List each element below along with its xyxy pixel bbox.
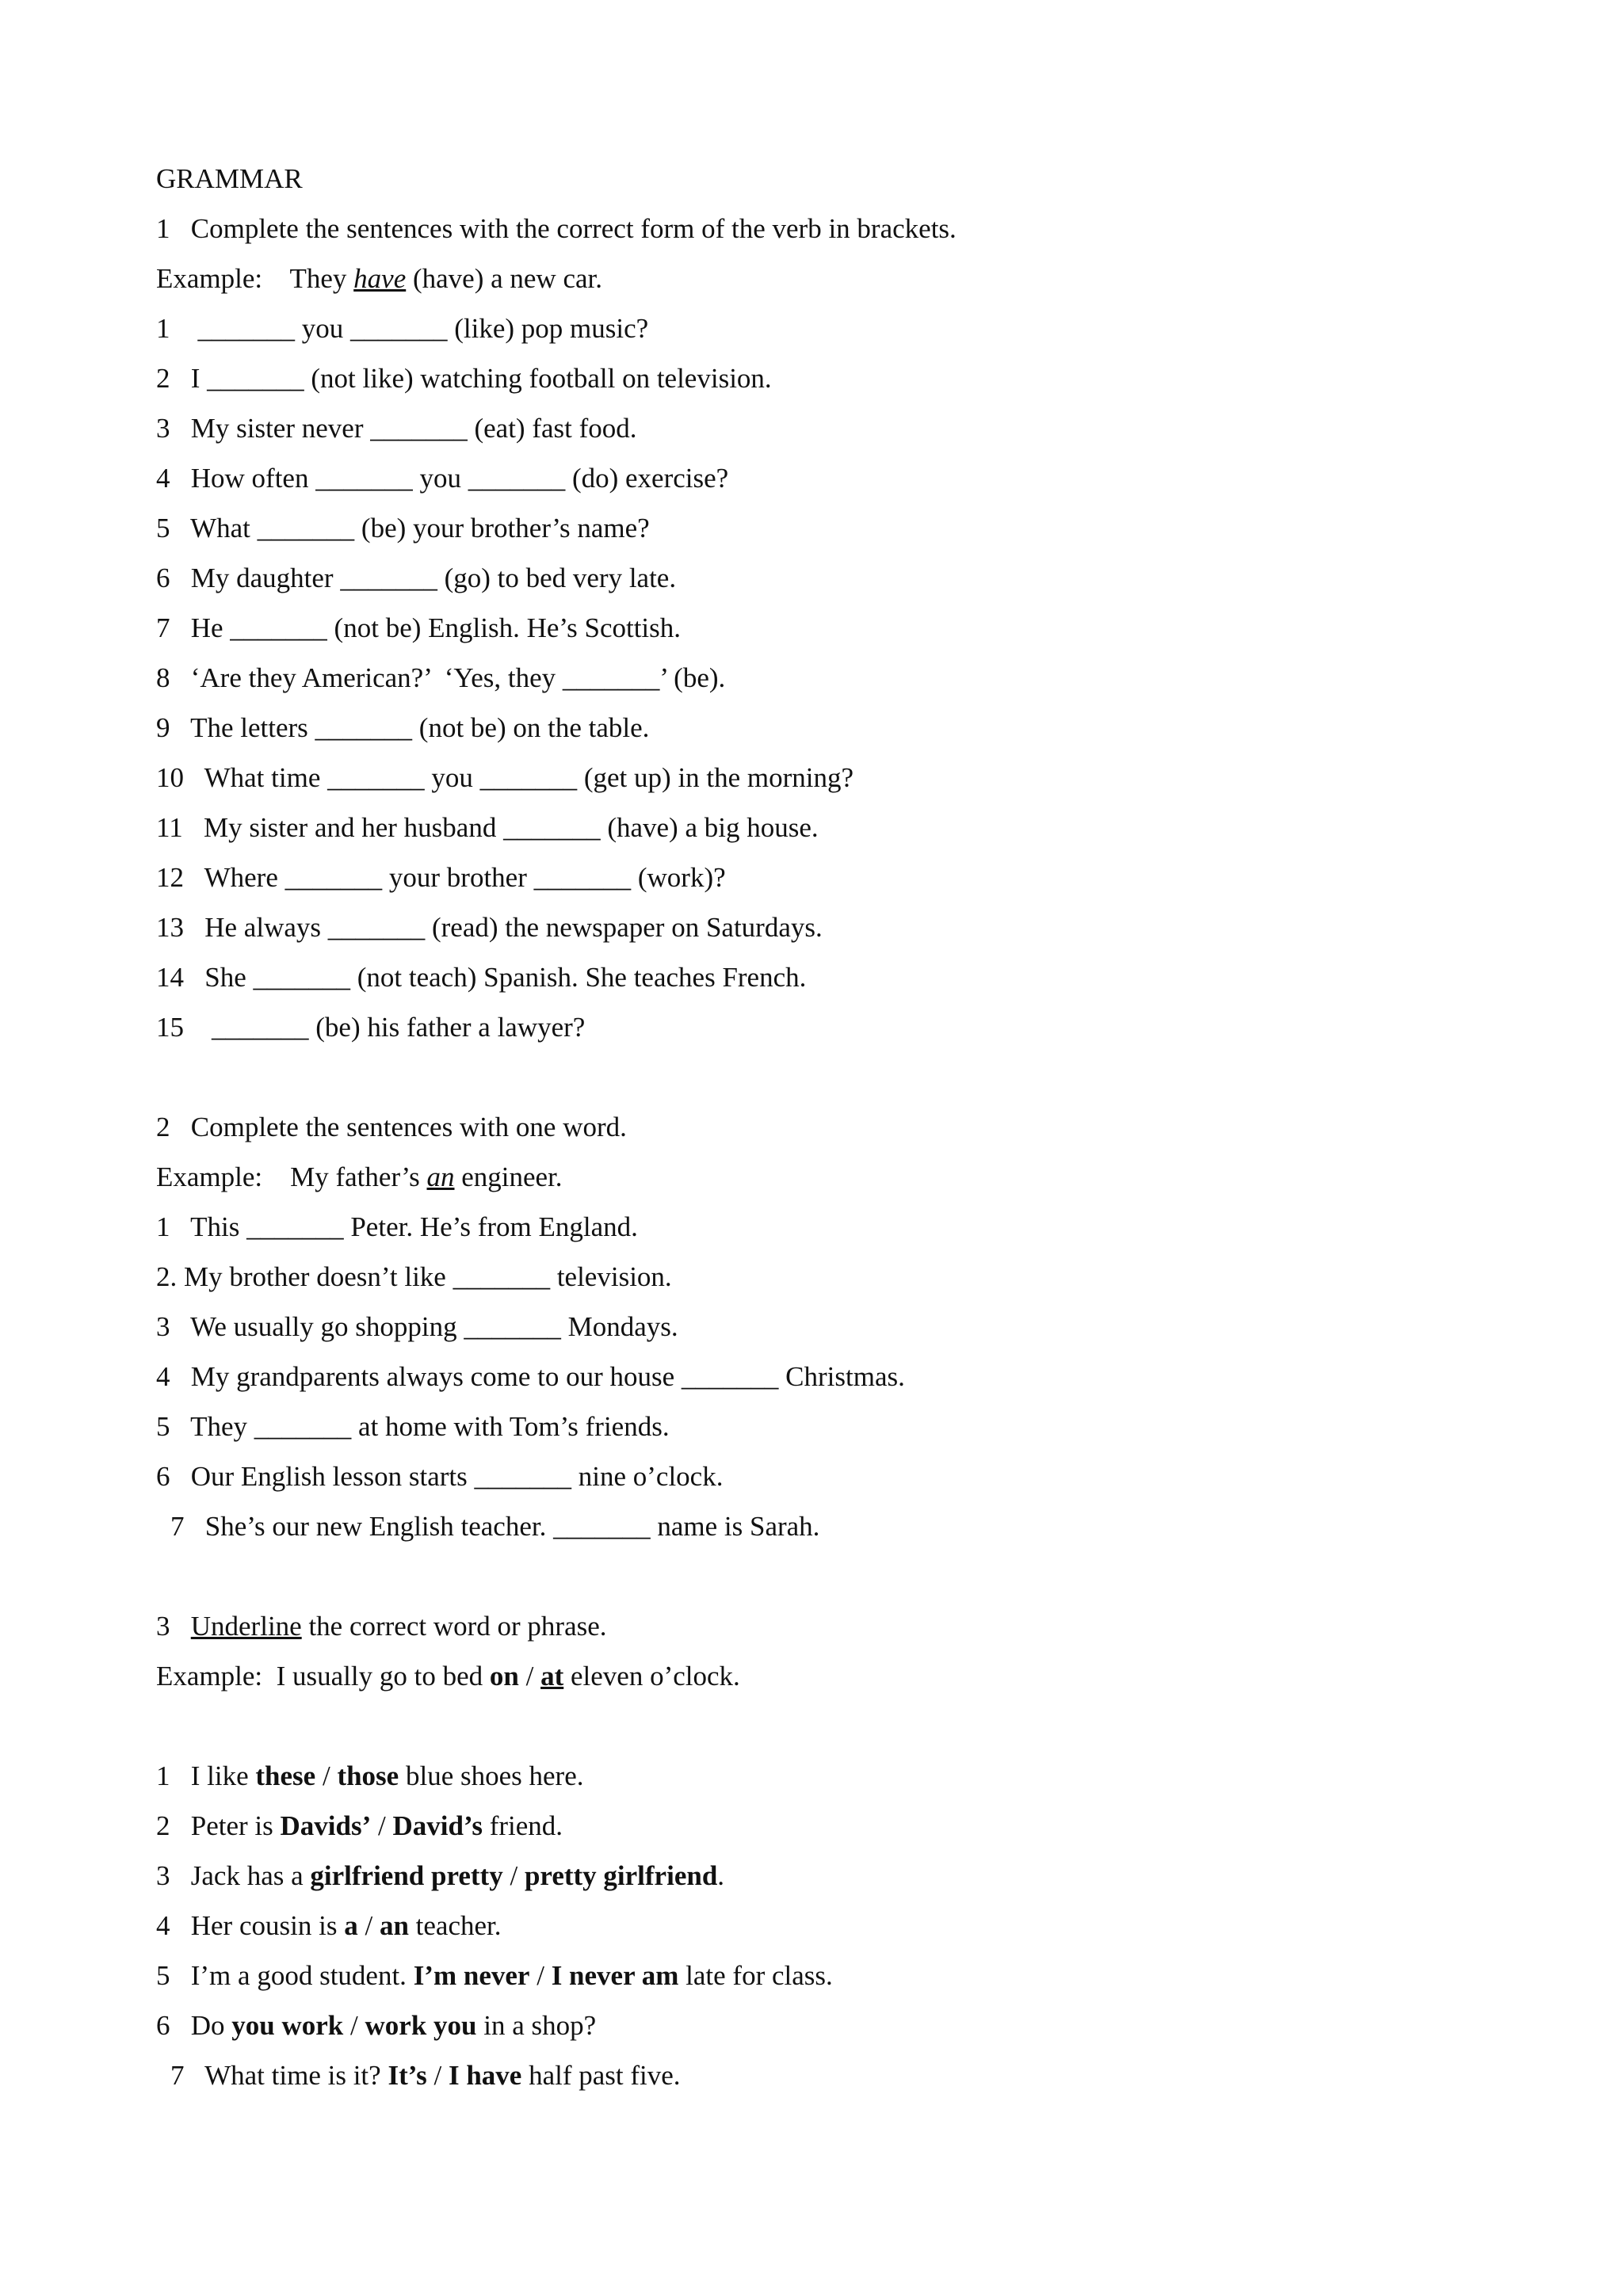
exercise-item bbox=[156, 2000, 1503, 2050]
text-run: Example: I usually go to bed bbox=[156, 1661, 490, 1691]
spacer bbox=[156, 1052, 1503, 1102]
text-run: / bbox=[371, 1810, 393, 1841]
text-run: / bbox=[502, 1860, 525, 1891]
worksheet bbox=[156, 154, 1503, 2100]
exercise-item: 11 My sister and her husband _______ (have) a big house. bbox=[156, 812, 819, 843]
text-run: / bbox=[518, 1661, 541, 1691]
exercise-item: 12 Where _______ your brother _______ (work)? bbox=[156, 862, 726, 893]
text-run: the correct word or phrase. bbox=[301, 1611, 607, 1642]
text-run: / bbox=[315, 1760, 338, 1791]
section-1-example bbox=[156, 254, 1503, 303]
exercise-item: 1 This _______ Peter. He’s from England. bbox=[156, 1211, 638, 1242]
exercise-item: 6 My daughter _______ (go) to bed very late. bbox=[156, 563, 677, 593]
exercise-item bbox=[156, 1851, 1503, 1901]
exercise-item bbox=[156, 2050, 1503, 2100]
emphasized-text: on bbox=[489, 1661, 519, 1691]
emphasized-text: Underline bbox=[190, 1611, 302, 1642]
text-run: teacher. bbox=[408, 1910, 502, 1941]
exercise-item bbox=[156, 1951, 1503, 2000]
exercise-item: 10 What time _______ you _______ (get up) in the morning? bbox=[156, 762, 854, 793]
text-run: blue shoes here. bbox=[399, 1760, 584, 1791]
exercise-item bbox=[156, 1751, 1503, 1801]
text-run: / bbox=[426, 2060, 449, 2091]
section-1-items bbox=[156, 303, 1503, 1052]
exercise-item: 3 We usually go shopping _______ Mondays. bbox=[156, 1311, 678, 1342]
exercise-item: 4 My grandparents always come to our house _______ Christmas. bbox=[156, 1361, 905, 1392]
emphasized-text: I never am bbox=[551, 1960, 679, 1991]
text-run: friend. bbox=[482, 1810, 563, 1841]
emphasized-text: at bbox=[540, 1661, 564, 1691]
section-2-instruction: 2 Complete the sentences with one word. bbox=[156, 1112, 627, 1142]
exercise-item bbox=[156, 1801, 1503, 1851]
exercise-item: 8 ‘Are they American?’ ‘Yes, they _______’ (be). bbox=[156, 662, 726, 693]
emphasized-text: a bbox=[344, 1910, 358, 1941]
section-3-items bbox=[156, 1751, 1503, 2100]
text-run: in a shop? bbox=[476, 2010, 597, 2041]
section-1-instruction: 1 Complete the sentences with the correct form of the verb in brackets. bbox=[156, 213, 957, 244]
section-2-example bbox=[156, 1152, 1503, 1202]
text-run: Example: My father’s bbox=[156, 1161, 427, 1192]
emphasized-text: I have bbox=[448, 2060, 522, 2091]
emphasized-text: you work bbox=[231, 2010, 344, 2041]
text-run: 5 I’m a good student. bbox=[156, 1960, 414, 1991]
emphasized-text: I’m never bbox=[413, 1960, 530, 1991]
exercise-item: 2. My brother doesn’t like _______ television. bbox=[156, 1261, 672, 1292]
exercise-item bbox=[156, 1901, 1503, 1951]
text-run: 3 Jack has a bbox=[156, 1860, 311, 1891]
text-run: late for class. bbox=[678, 1960, 833, 1991]
text-run: 1 I like bbox=[156, 1760, 256, 1791]
emphasized-text: David’s bbox=[392, 1810, 483, 1841]
emphasized-text: those bbox=[337, 1760, 399, 1791]
emphasized-text: an bbox=[426, 1161, 455, 1192]
emphasized-text: girlfriend pretty bbox=[310, 1860, 503, 1891]
section-2-items bbox=[156, 1202, 1503, 1551]
page-title: GRAMMAR bbox=[156, 163, 303, 194]
emphasized-text: work you bbox=[365, 2010, 477, 2041]
spacer bbox=[156, 1701, 1503, 1751]
emphasized-text: Davids’ bbox=[280, 1810, 372, 1841]
text-run: 4 Her cousin is bbox=[156, 1910, 345, 1941]
text-run: 2 Peter is bbox=[156, 1810, 281, 1841]
exercise-item: 14 She _______ (not teach) Spanish. She teaches French. bbox=[156, 962, 807, 993]
text-run: Example: They bbox=[156, 263, 354, 294]
exercise-item: 7 He _______ (not be) English. He’s Scottish. bbox=[156, 612, 682, 643]
text-run: half past five. bbox=[521, 2060, 681, 2091]
emphasized-text: pretty girlfriend bbox=[524, 1860, 718, 1891]
text-run: 7 What time is it? bbox=[170, 2060, 388, 2091]
text-run: . bbox=[717, 1860, 725, 1891]
exercise-item: 1 _______ you _______ (like) pop music? bbox=[156, 313, 649, 344]
exercise-item: 6 Our English lesson starts _______ nine o’clock. bbox=[156, 1461, 724, 1492]
emphasized-text: these bbox=[255, 1760, 316, 1791]
emphasized-text: an bbox=[379, 1910, 409, 1941]
text-run: 6 Do bbox=[156, 2010, 232, 2041]
exercise-item: 15 _______ (be) his father a lawyer? bbox=[156, 1012, 586, 1043]
exercise-item: 9 The letters _______ (not be) on the table. bbox=[156, 712, 650, 743]
text-run: engineer. bbox=[454, 1161, 563, 1192]
exercise-item: 7 She’s our new English teacher. _______ name is Sarah. bbox=[170, 1511, 820, 1542]
exercise-item: 2 I _______ (not like) watching football on television. bbox=[156, 363, 772, 394]
emphasized-text: have bbox=[353, 263, 407, 294]
text-run: eleven o’clock. bbox=[563, 1661, 740, 1691]
text-run: 3 bbox=[156, 1611, 191, 1642]
exercise-item: 5 What _______ (be) your brother’s name? bbox=[156, 513, 650, 543]
text-run: (have) a new car. bbox=[406, 263, 603, 294]
emphasized-text: It’s bbox=[388, 2060, 427, 2091]
section-3-example bbox=[156, 1651, 1503, 1701]
spacer bbox=[156, 1551, 1503, 1601]
text-run: / bbox=[343, 2010, 365, 2041]
exercise-item: 5 They _______ at home with Tom’s friends. bbox=[156, 1411, 670, 1442]
exercise-item: 13 He always _______ (read) the newspaper on Saturdays. bbox=[156, 912, 823, 943]
text-run: / bbox=[529, 1960, 552, 1991]
text-run: / bbox=[357, 1910, 380, 1941]
exercise-item: 3 My sister never _______ (eat) fast food. bbox=[156, 413, 637, 444]
section-3-instruction bbox=[156, 1601, 1503, 1651]
exercise-item: 4 How often _______ you _______ (do) exercise? bbox=[156, 463, 729, 494]
